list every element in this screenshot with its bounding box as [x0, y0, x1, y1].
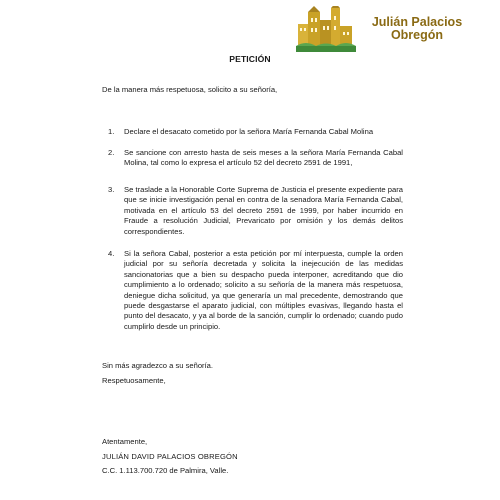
signer-name: JULIÁN DAVID PALACIOS OBREGÓN	[102, 452, 238, 461]
respectfully-line: Respetuosamente,	[102, 376, 166, 385]
closing-line: Sin más agradezco a su señoría.	[102, 361, 214, 370]
logo-line-1: Julián Palacios	[371, 15, 463, 29]
header-logo	[296, 6, 480, 52]
item-number: 4.	[108, 249, 115, 258]
signoff-line: Atentamente,	[102, 437, 148, 446]
item-number: 1.	[108, 127, 115, 136]
document-title: PETICIÓN	[229, 54, 271, 64]
signer-id: C.C. 1.113.700.720 de Palmira, Valle.	[102, 466, 229, 475]
item-text: Si la señora Cabal, posterior a esta petición por mí interpuesta, cumple la orden judicial por su señoría decretada y solicita la inejecución de las medidas sancionatorias que a bien su despacho pueda interponer, acreditando que dio cumplimiento a lo ordenado; solicito a su señoría de la manera más respetuosa, deniegue dicha solicitud, ya que generaría un mal precedente, demostrando que puede desgastarse el aparato judicial, con múltiples evasivas, llegando hasta el punto del desacato, y ya al borde de la sanción, cumplir lo ordenado; cuando pudo cumplirlo desde un principio.	[124, 249, 403, 331]
item-number: 3.	[108, 185, 115, 194]
item-text: Se traslade a la Honorable Corte Suprema de Justicia el presente expediente para que se inicie investigación penal en contra de la senadora María Fernanda Cabal, motivada en el artículo 53 del decreto 2591 de 1999, por haber incurrido en Fraude a resolución Judicial, Prevaricato por omisión y los demás delitos correspondientes.	[124, 185, 403, 236]
logo-line-2: Obregón	[390, 28, 444, 42]
item-text: Se sancione con arresto hasta de seis meses a la señora María Fernanda Cabal Molina, tal como lo expresa el artículo 52 del decreto 2591 de 1991,	[124, 148, 403, 168]
item-text: Declare el desacato cometido por la señora María Fernanda Cabal Molina	[124, 127, 374, 136]
item-number: 2.	[108, 148, 115, 157]
intro-paragraph: De la manera más respetuosa, solicito a su señoría,	[102, 85, 278, 94]
logo-text	[354, 16, 480, 42]
logo-building-icon	[296, 6, 356, 52]
